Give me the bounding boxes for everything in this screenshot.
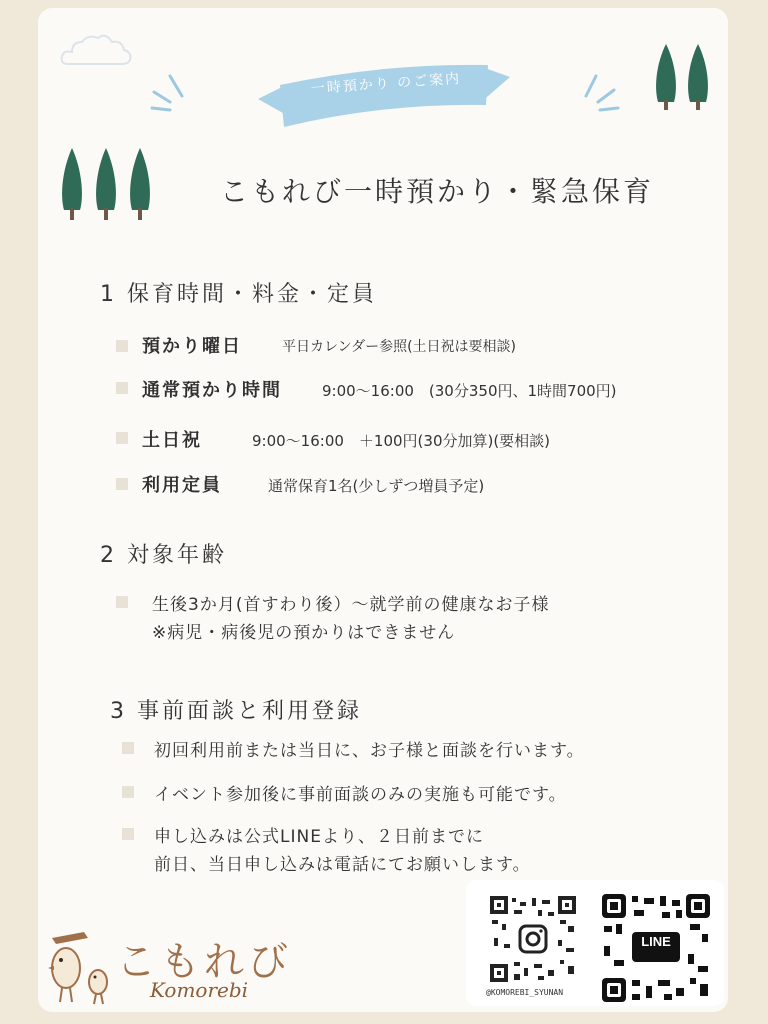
paragraph-line: ※病児・病後児の預かりはできません (152, 623, 456, 643)
bullet-icon (116, 596, 128, 608)
item-label: 通常預かり時間 (142, 380, 282, 401)
item-label: 預かり曜日 (142, 336, 242, 357)
item-label: 利用定員 (142, 475, 222, 496)
logo-name: こもれび (116, 939, 292, 985)
item-label: 土日祝 (142, 430, 202, 451)
paragraph-line: 生後3か月(首すわり後）～就学前の健康なお子様 (152, 595, 550, 615)
bullet-icon (122, 786, 134, 798)
bullet-icon (116, 340, 128, 352)
bullet-icon (116, 478, 128, 490)
instagram-handle: @KOMOREBI_SYUNAN (486, 988, 564, 997)
paragraph-line: イベント参加後に事前面談のみの実施も可能です。 (154, 785, 567, 805)
section-heading: 1 保育時間・料金・定員 (100, 282, 377, 307)
item-text: 平日カレンダー参照(土日祝は要相談) (282, 339, 517, 355)
paragraph-line: 初回利用前または当日に、お子様と面談を行います。 (154, 741, 585, 761)
page-title: こもれび一時預かり・緊急保育 (220, 175, 655, 208)
instagram-qr-code[interactable] (490, 896, 576, 982)
section-heading: 3 事前面談と利用登録 (110, 699, 362, 724)
ribbon-title: 一時預かり のご案内 (310, 70, 462, 98)
cloud-icon (58, 30, 134, 70)
item-text: 通常保育1名(少しずつ増員予定) (268, 477, 485, 495)
item-text: 9:00～16:00 (30分350円、1時間700円) (322, 382, 617, 400)
tree-icon (652, 42, 714, 112)
item-text: 9:00～16:00 ＋100円(30分加算)(要相談) (252, 432, 551, 450)
sparkle-left-icon (148, 72, 192, 116)
section-heading: 2 対象年齢 (100, 543, 227, 568)
bullet-icon (122, 828, 134, 840)
bullet-icon (116, 432, 128, 444)
bullet-icon (122, 742, 134, 754)
logo-subtitle: Komorebi (150, 978, 249, 1002)
bullet-icon (116, 382, 128, 394)
sparkle-right-icon (578, 72, 622, 116)
line-label: LINE (641, 934, 671, 949)
bird-mascot-icon (44, 928, 114, 1008)
paragraph-line: 申し込みは公式LINEより、２日前までに (154, 827, 484, 847)
paragraph-line: 前日、当日申し込みは電話にてお願いします。 (154, 855, 531, 875)
tree-icon (56, 146, 156, 222)
